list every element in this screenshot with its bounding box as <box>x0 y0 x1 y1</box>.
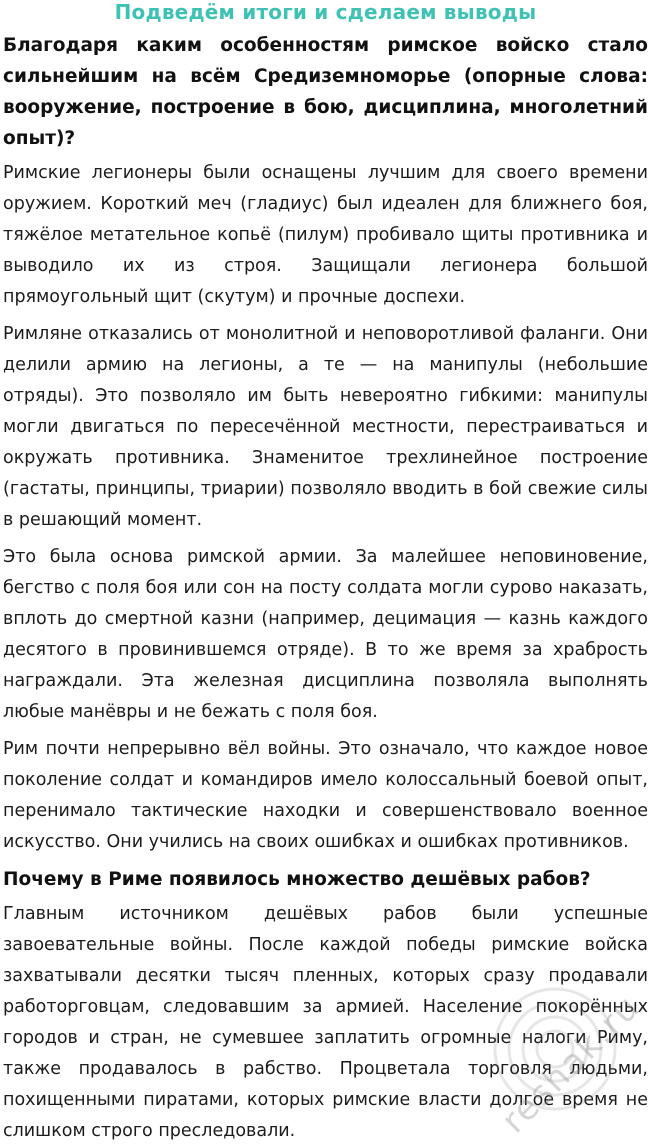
page-title: Подведём итоги и сделаем выводы <box>114 0 537 24</box>
watermark-text: reshak.ru <box>493 986 649 1142</box>
answer-paragraph-slaves: Главным источником дешёвых рабов были успешные завоевательные войны. После каждой победы римские войска захватывали десятки тысяч пленных, которых сразу продавали работорговцам, следовавшим за армией. Население покорённых городов и стран, не сумевшее заплатить огромные налоги Риму, также продавалось в рабство. Процветала торговля людьми, похищенными пиратами, которых римские власти долгое время не слишком строго преследовали. <box>3 904 648 1141</box>
answer-paragraph-formation: Римляне отказались от монолитной и неповоротливой фаланги. Они делили армию на легионы, а те — на манипулы (небольшие отряды). Это позволяло им быть невероятно гибкими: манипулы могли двигаться по пересечённой местности, перестраиваться и окружать противника. Знаменитое трехлинейное построение (гастаты, принципы, триарии) позволяло вводить в бой свежие силы в решающий момент. <box>3 324 648 530</box>
answer-paragraph-discipline: Это была основа римской армии. За малейшее неповиновение, бегство с поля боя или сон на посту солдата могли сурово наказать, вплоть до смертной казни (например, децимация — казнь каждого десятого в провинившемся отряде). В то же время за храбрость награждали. Эта железная дисциплина позволяла выполнять любые манёвры и не бежать с поля боя. <box>3 547 648 722</box>
answer-paragraph-experience: Рим почти непрерывно вёл войны. Это означало, что каждое новое поколение солдат и командиров имело колоссальный боевой опыт, перенимало тактические находки и совершенствовало военное искусство. Они учились на своих ошибках и ошибках противников. <box>3 739 648 852</box>
question-2: Почему в Риме появилось множество дешёвых рабов? <box>3 869 591 890</box>
answer-paragraph-weapons: Римские легионеры были оснащены лучшим для своего времени оружием. Короткий меч (гладиус) был идеален для ближнего боя, тяжёлое метательное копьё (пилум) пробивало щиты противника и выводило их из строя. Защищали легионера большой прямоугольный щит (скутум) и прочные доспехи. <box>3 163 648 307</box>
question-1: Благодаря каким особенностям римское войско стало сильнейшим на всём Средиземноморье (опорные слова: вооружение, построение в бою, дисциплина, многолетний опыт)? <box>3 35 648 149</box>
